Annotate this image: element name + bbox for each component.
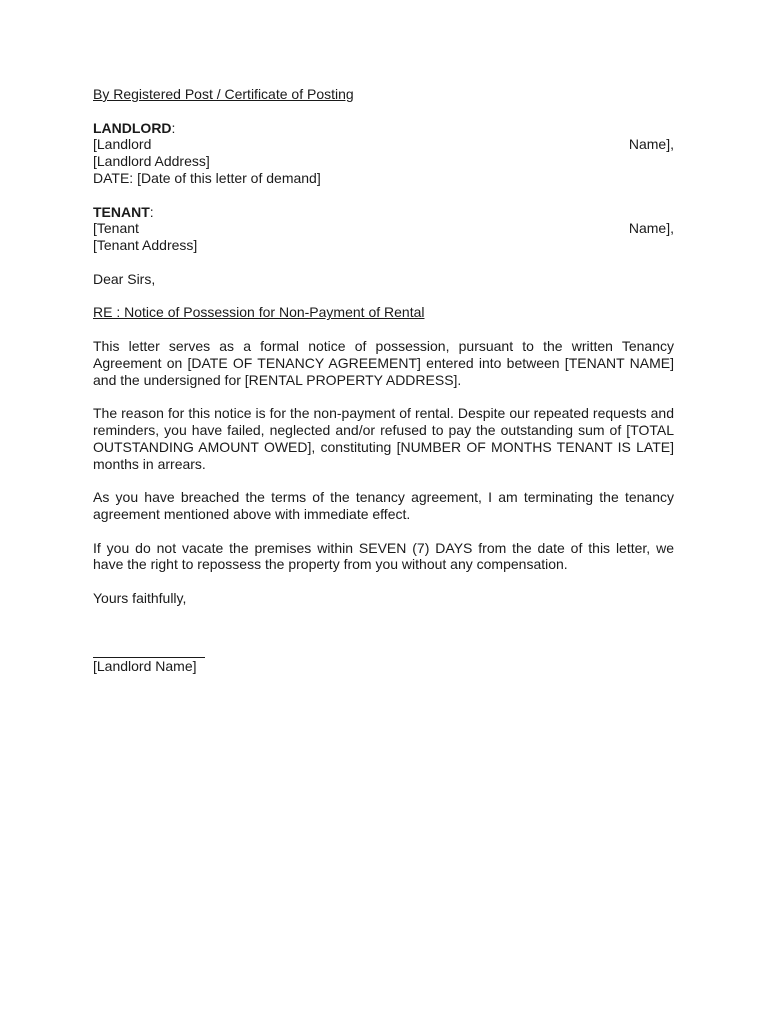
tenant-address: [Tenant Address] — [93, 237, 198, 254]
tenant-block — [93, 204, 674, 254]
landlord-heading-line — [93, 120, 674, 137]
tenant-name-left: [Tenant — [93, 220, 139, 237]
tenant-name-right: Name], — [628, 220, 674, 237]
signature-line — [93, 641, 205, 658]
paragraph-reason: The reason for this notice is for the non-payment of rental. Despite our repeated requests and reminders, you have failed, neglected and/or refused to pay the outstanding sum of [TOTAL OUTSTANDING AMOUNT OWED], constituting [NUMBER OF MONTHS TENANT IS LATE] months in arrears. — [93, 405, 674, 472]
landlord-heading: LANDLORD — [93, 119, 172, 136]
tenant-heading-line — [93, 204, 674, 221]
delivery-line: By Registered Post / Certificate of Posting — [93, 86, 354, 102]
tenant-heading: TENANT — [93, 203, 150, 220]
landlord-name-line — [93, 136, 674, 153]
landlord-colon: : — [171, 119, 176, 136]
landlord-name-right: Name], — [628, 136, 674, 153]
landlord-address: [Landlord Address] — [93, 153, 210, 170]
letter-date: DATE: [Date of this letter of demand] — [93, 169, 321, 186]
tenant-name-line — [93, 220, 674, 237]
subject-line: RE : Notice of Possession for Non-Payment of Rental — [93, 304, 425, 321]
letter-page — [93, 86, 674, 675]
salutation: Dear Sirs, — [93, 270, 156, 287]
paragraph-notice: This letter serves as a formal notice of possession, pursuant to the written Tenancy Agreement on [DATE OF TENANCY AGREEMENT] entered into between [TENANT NAME] and the undersigned for [RENTAL PROPERTY ADDRESS]. — [93, 337, 674, 388]
closing: Yours faithfully, — [93, 589, 187, 606]
landlord-name-left: [Landlord — [93, 136, 152, 153]
paragraph-vacate: If you do not vacate the premises within SEVEN (7) DAYS from the date of this letter, we have the right to repossess the property from you without any compensation. — [93, 539, 674, 573]
tenant-colon: : — [149, 203, 154, 220]
signature-name: [Landlord Name] — [93, 657, 197, 674]
landlord-block — [93, 120, 674, 187]
paragraph-termination: As you have breached the terms of the tenancy agreement, I am terminating the tenancy agreement mentioned above with immediate effect. — [93, 489, 674, 522]
